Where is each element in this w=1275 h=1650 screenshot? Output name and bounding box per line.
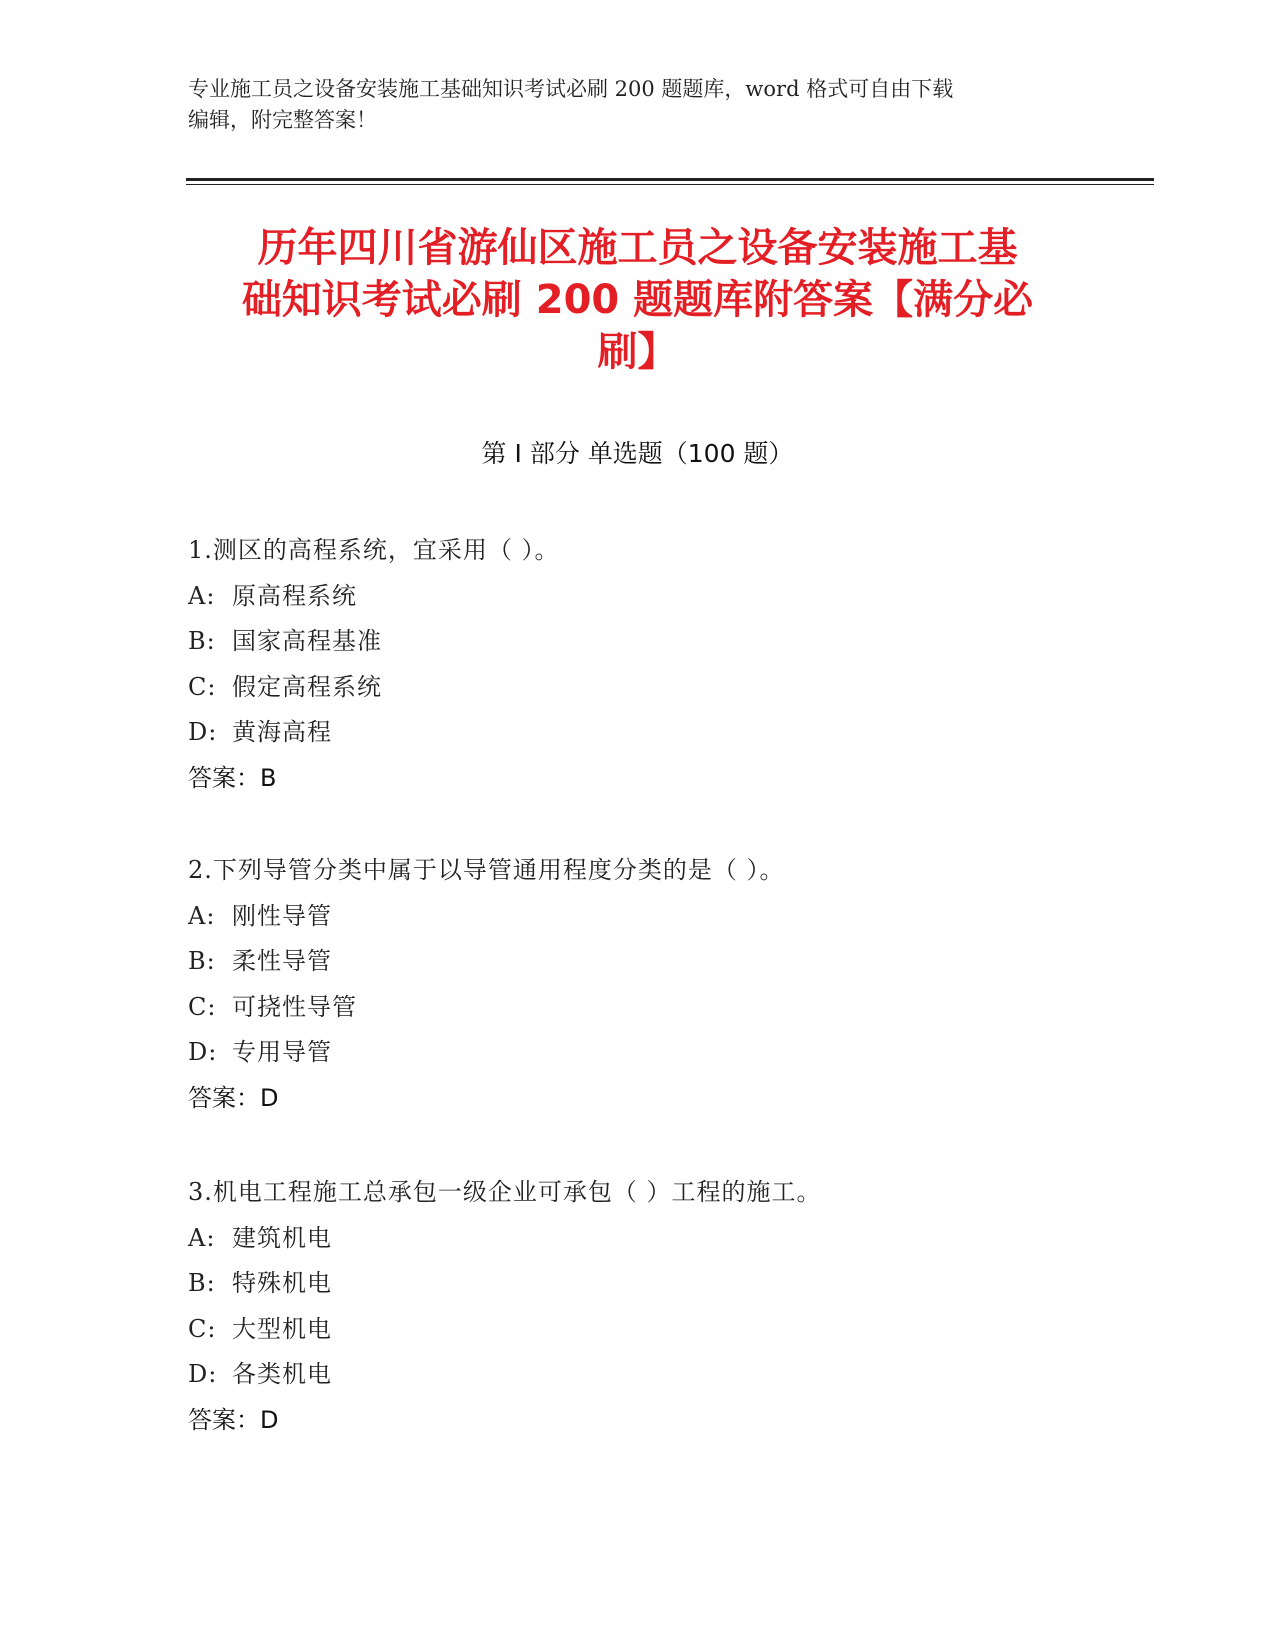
option-c [188,1307,1188,1353]
option-c [188,665,1188,711]
option-text: 专用导管 [232,1038,332,1066]
option-text: 建筑机电 [232,1223,332,1252]
question-3 [188,1170,1188,1443]
option-key: C: [188,1314,217,1343]
option-key: A: [188,581,216,610]
question-stem: 2.下列导管分类中属于以导管通用程度分类的是（ ）。 [188,856,785,884]
document-title-line-1: 历年四川省游仙区施工员之设备安装施工基 [257,225,1018,271]
option-key: B: [188,1269,216,1297]
option-b [188,619,1188,665]
header-divider-thick [186,178,1154,181]
document-title-line-3: 刷】 [597,329,678,375]
answer: 答案：D [188,1083,279,1112]
option-d [188,1352,1188,1398]
option-key: A: [188,901,216,930]
option-c [188,985,1188,1031]
option-text: 特殊机电 [232,1269,332,1297]
question-stem: 3.机电工程施工总承包一级企业可承包（ ）工程的施工。 [188,1178,822,1206]
question-1 [188,528,1188,801]
option-text: 黄海高程 [232,718,332,746]
option-a [188,894,1188,940]
answer: 答案：B [188,763,277,792]
question-2 [188,848,1188,1121]
option-text: 柔性导管 [232,947,332,975]
option-key: D: [188,1038,218,1066]
option-key: D: [188,718,218,746]
option-text: 可挠性导管 [232,992,357,1021]
option-key: B: [188,627,216,655]
document-title [180,222,1095,378]
option-d [188,1030,1188,1076]
option-text: 原高程系统 [232,581,357,610]
header-note [188,74,1078,136]
option-key: C: [188,992,217,1021]
header-note-line-1: 专业施工员之设备安装施工基础知识考试必刷 200 题题库，word 格式可自由下载 [188,77,954,101]
option-key: B: [188,947,216,975]
option-text: 国家高程基准 [232,627,382,655]
answer: 答案：D [188,1405,279,1434]
option-key: C: [188,672,217,701]
option-text: 刚性导管 [232,901,332,930]
document-title-line-2: 础知识考试必刷 200 题题库附答案【满分必 [241,277,1034,323]
question-stem: 1.测区的高程系统，宜采用（ ）。 [188,536,560,564]
header-divider-thin [186,184,1154,185]
option-text: 各类机电 [232,1360,332,1388]
option-b [188,939,1188,985]
option-a [188,574,1188,620]
option-text: 假定高程系统 [232,672,382,701]
section-heading: 第 I 部分 单选题（100 题） [481,439,794,468]
option-a [188,1216,1188,1262]
option-key: A: [188,1223,216,1252]
option-key: D: [188,1360,218,1388]
option-b [188,1261,1188,1307]
header-note-line-2: 编辑，附完整答案！ [188,108,377,132]
option-text: 大型机电 [232,1314,332,1343]
option-d [188,710,1188,756]
